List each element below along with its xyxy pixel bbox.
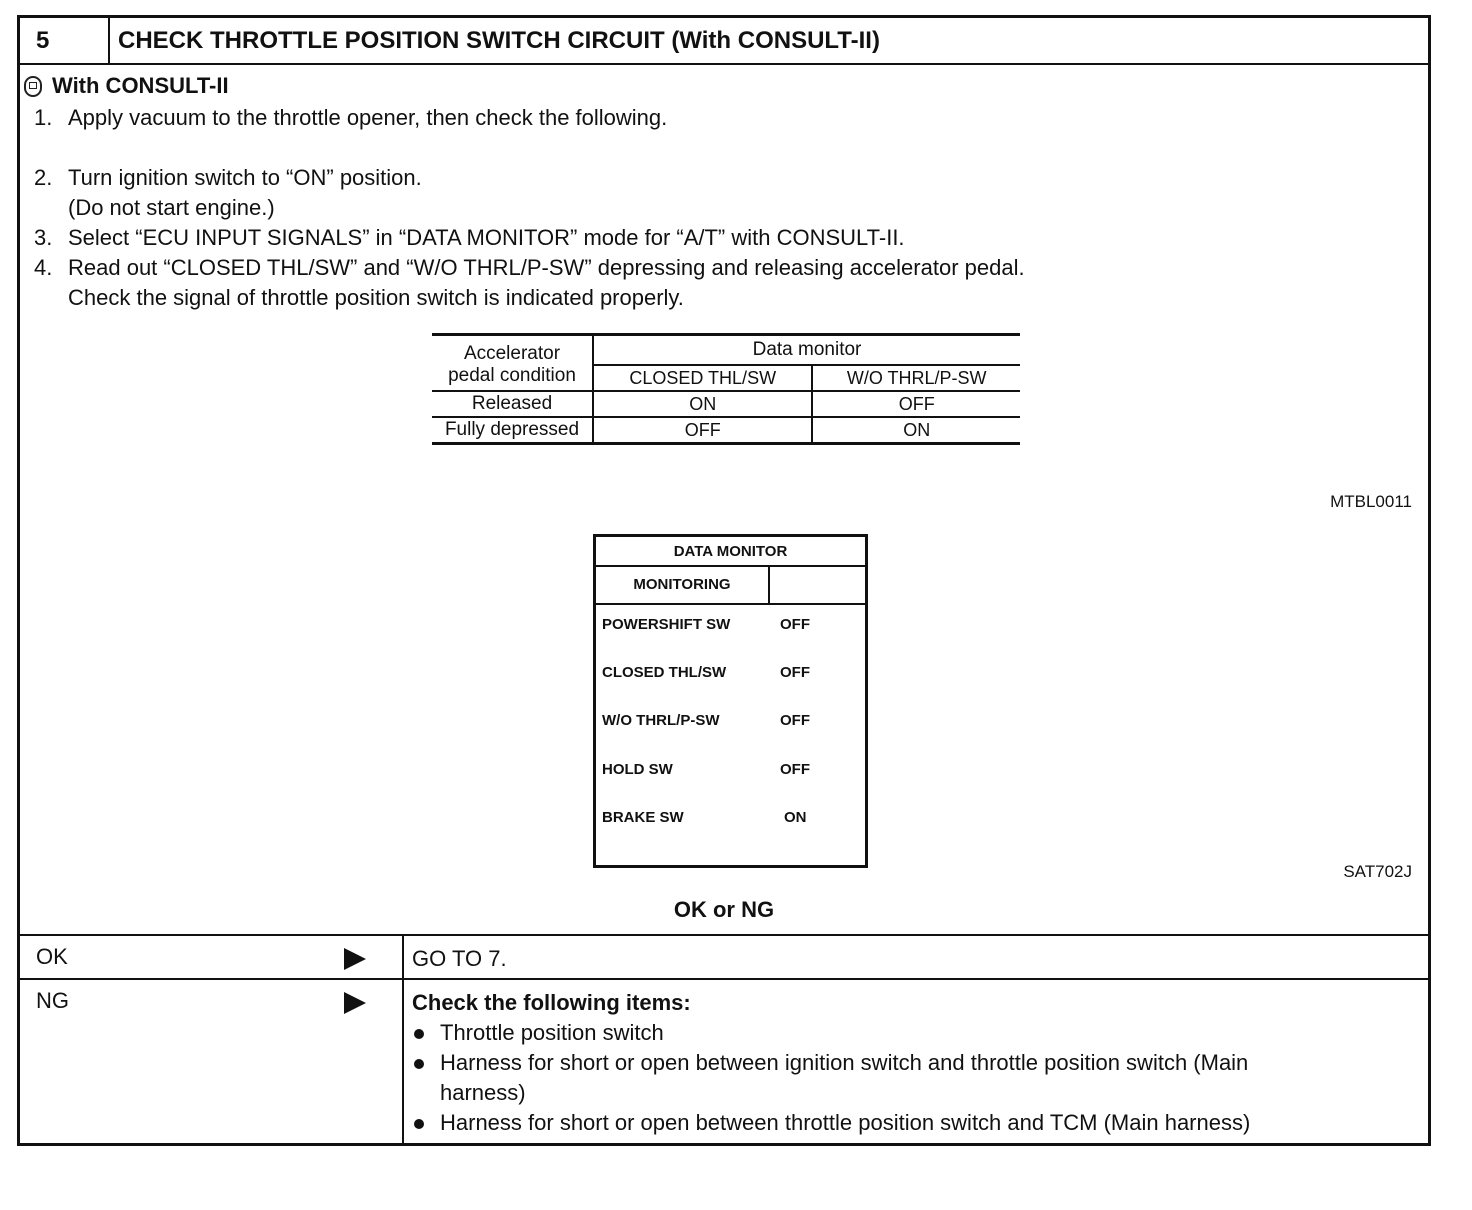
procedure-title: CHECK THROTTLE POSITION SWITCH CIRCUIT (With CONSULT-II) — [118, 27, 880, 54]
result-row-ng — [20, 978, 1428, 1143]
ok-action: GO TO 7. — [412, 946, 507, 971]
monitoring-bar — [596, 567, 865, 605]
ok-ng-label: OK or NG — [673, 897, 775, 922]
bullet-icon — [414, 1029, 424, 1039]
consult-label: With CONSULT-II — [52, 73, 229, 98]
throttle-signal-table — [432, 333, 1020, 445]
bullet-icon — [414, 1119, 424, 1129]
list-item-continuation: harness) — [440, 1080, 526, 1105]
ng-label: NG — [36, 988, 69, 1013]
arrow-right-icon — [344, 992, 366, 1014]
monitor-item: CLOSED THL/SW OFF — [602, 664, 810, 681]
monitor-item: HOLD SW OFF — [602, 761, 810, 778]
table-row: Released ON OFF — [432, 391, 1020, 417]
consult-mode-label — [24, 73, 229, 99]
list-item: Harness for short or open between ignition switch and throttle position switch (Main — [412, 1048, 1250, 1078]
monitor-figure-code: SAT702J — [1343, 862, 1412, 881]
bullet-icon — [414, 1059, 424, 1069]
monitor-item: W/O THRL/P-SW OFF — [602, 712, 810, 729]
monitor-item: POWERSHIFT SW OFF — [602, 616, 810, 633]
result-row-ok — [20, 934, 1428, 978]
table-group-header: Data monitor — [752, 339, 862, 360]
table-row-header: Accelerator pedal condition — [432, 335, 593, 392]
monitoring-label: MONITORING — [596, 567, 770, 603]
procedure-header — [20, 18, 1428, 65]
consult-icon — [24, 76, 42, 97]
arrow-right-icon — [344, 948, 366, 970]
ng-heading: Check the following items: — [412, 990, 691, 1015]
table-col-header: CLOSED THL/SW — [593, 365, 812, 391]
monitor-item: BRAKE SW ON — [602, 809, 807, 826]
step-number: 5 — [20, 18, 110, 63]
table-row: Fully depressed OFF ON — [432, 417, 1020, 444]
ok-label: OK — [36, 944, 68, 969]
table-col-header: W/O THRL/P-SW — [846, 368, 987, 388]
list-item: Harness for short or open between throttle position switch and TCM (Main harness) — [412, 1108, 1250, 1138]
procedure-body: With CONSULT-II 1. Apply vacuum to the throttle opener, then check the following. 2. Turn ignition switch to “ON” position. (Do not start engine.) 3. Select “ECU INPUT SIGNALS” in “DATA MONITOR” mode for “A/T” with CONSULT-II. 4. Read out “CLOSED THL/SW” and “W/O THRL/P-SW” depressing and releasing accelerator pedal. Check the signal of throttle position switch is indicated properly. Accelerator pedal condition Data monitor CLOSED THL/SW W/O THRL/P-SW Released ON OFF Fully depressed OFF ON MTBL0011 DATA MONITOR MONITORING POWERSHIFT SW OFF CLOSED THL/SW OFF W/O THRL/P-SW OFF HOLD SW OFF BRAKE SW ON SAT702J OK or NG — [20, 65, 1428, 934]
list-item: Throttle position switch — [412, 1018, 1250, 1048]
data-monitor-screen — [593, 534, 868, 868]
data-monitor-title: DATA MONITOR — [596, 537, 865, 567]
table-figure-code: MTBL0011 — [1330, 492, 1412, 511]
procedure-box — [17, 15, 1431, 1146]
ng-actions — [412, 988, 1250, 1138]
